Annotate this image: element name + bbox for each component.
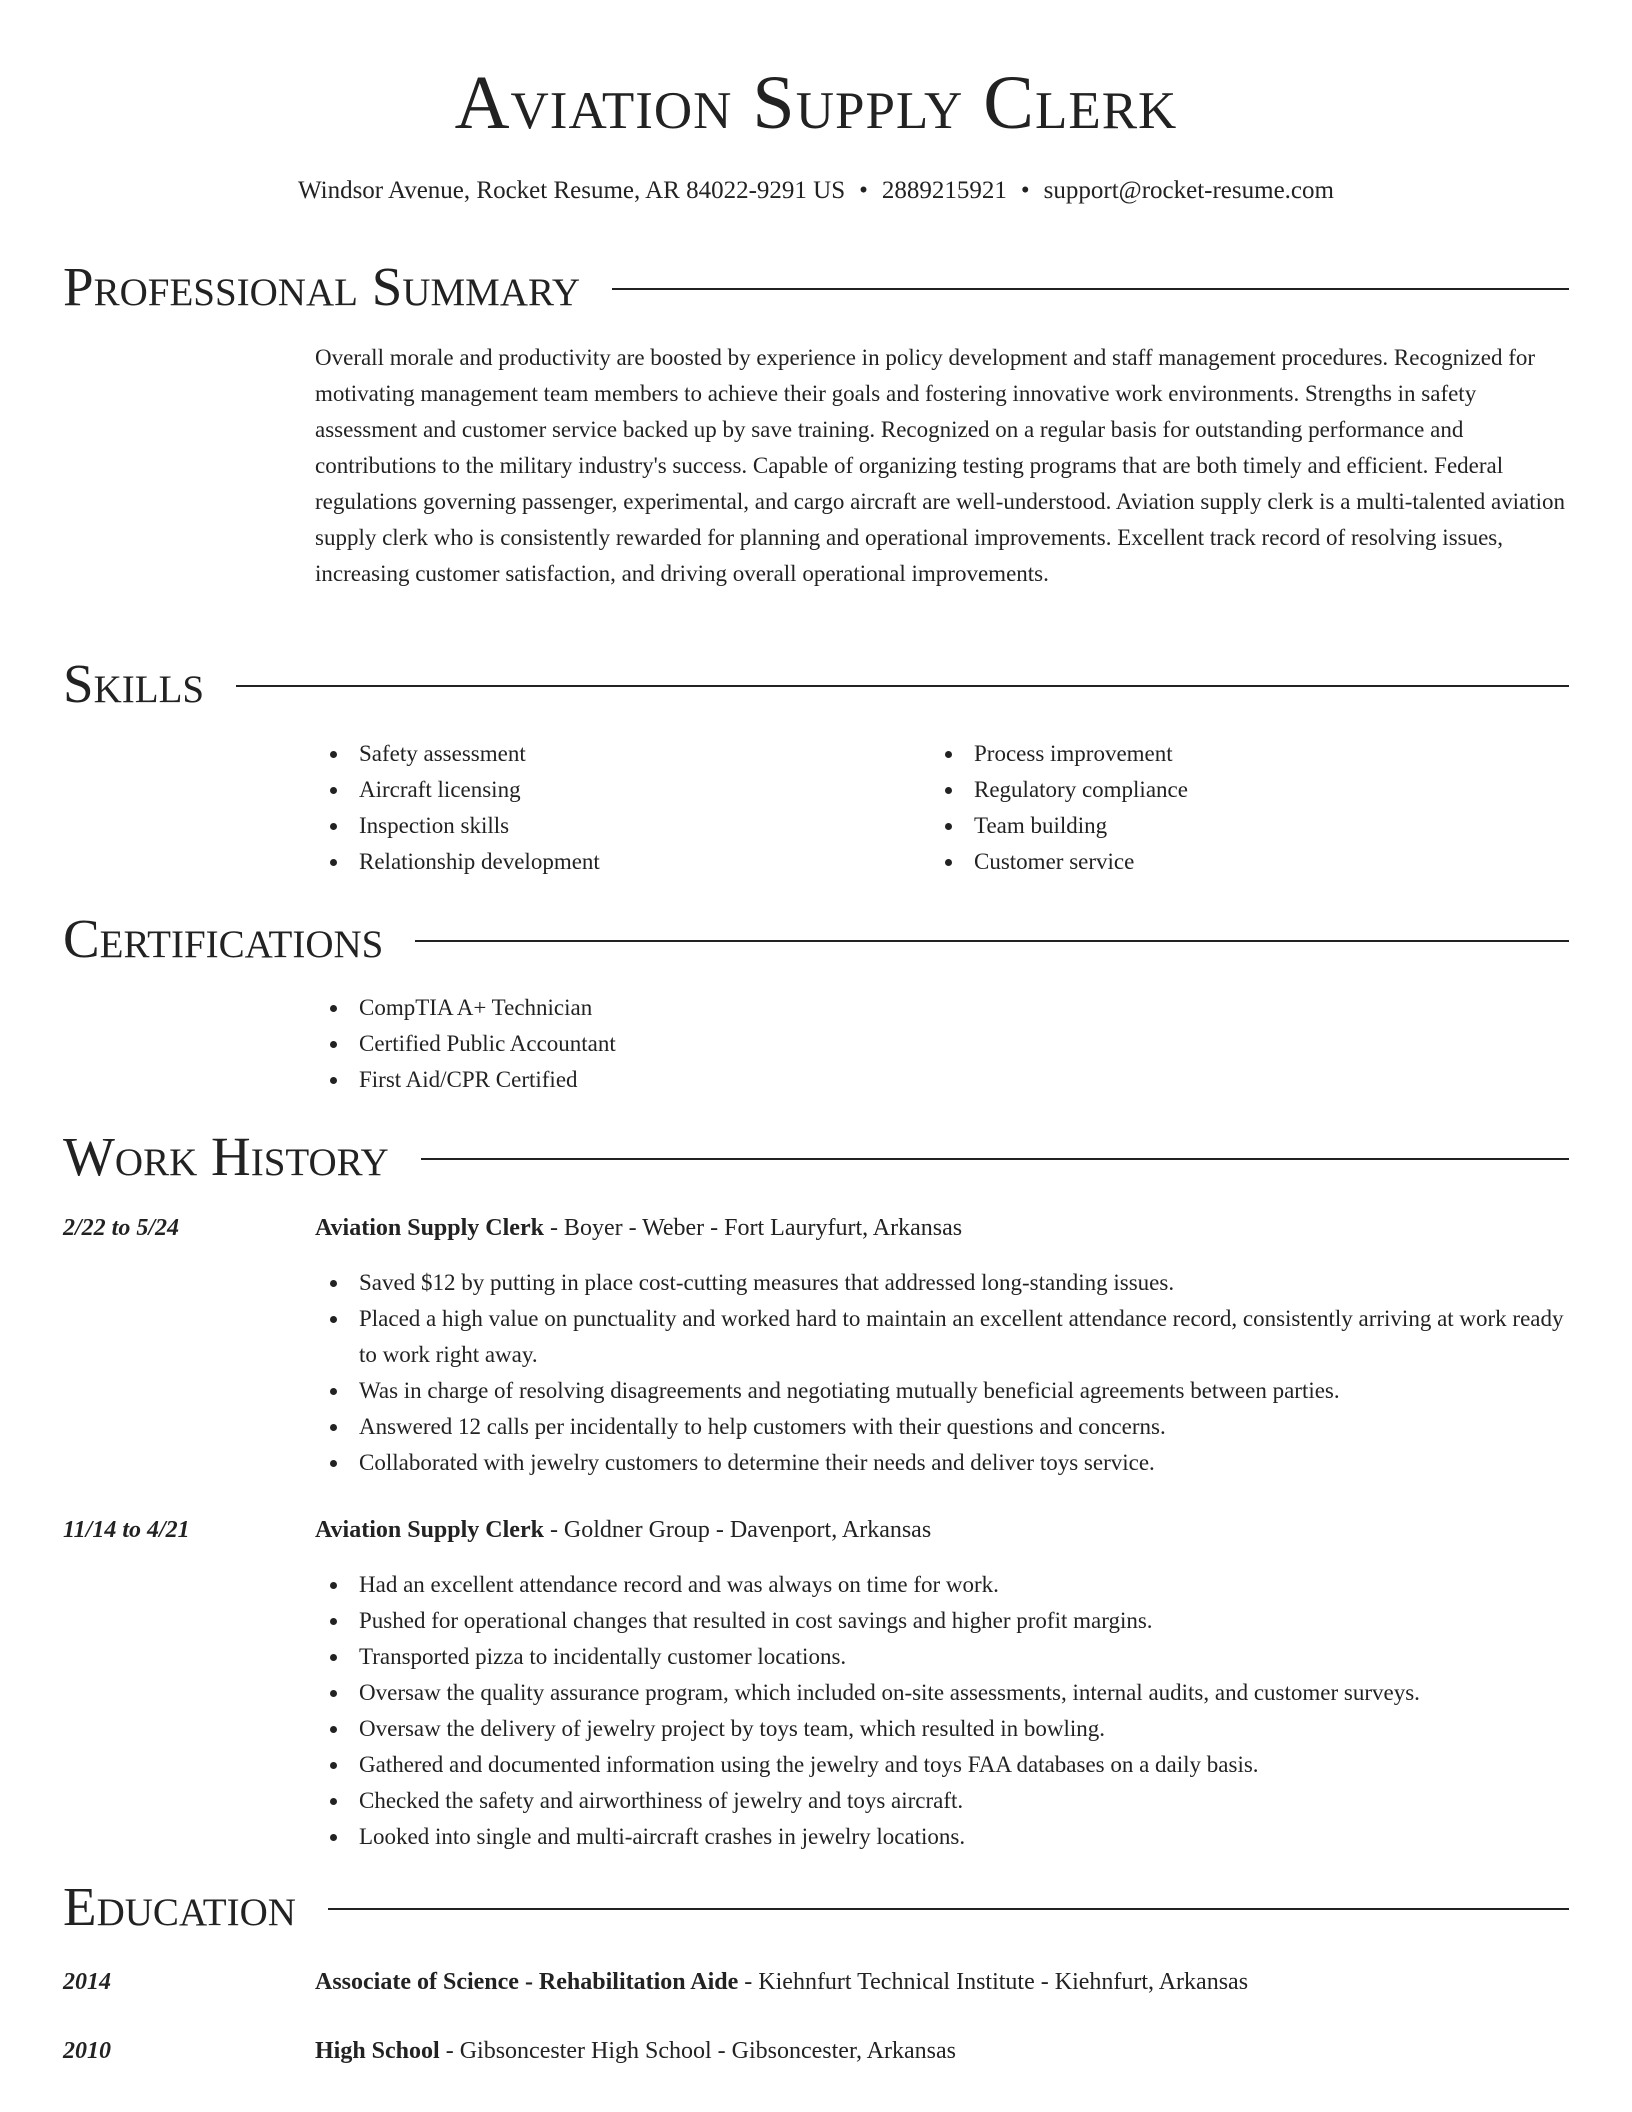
section-header-summary [63, 257, 1569, 317]
section-title-certifications: Certifications [63, 908, 384, 969]
job-bullet: Gathered and documented information using the jewelry and toys FAA databases on a daily basis. [315, 1747, 1571, 1783]
education-entry [315, 1965, 1248, 1999]
education-year: 2010 [63, 2038, 111, 2064]
certifications-list [315, 990, 1215, 1098]
skill-item: Process improvement [930, 736, 1530, 772]
education-degree: Associate of Science - Rehabilitation Aide [315, 1969, 739, 1995]
job-bullets [315, 1265, 1571, 1481]
section-title-education: Education [63, 1876, 296, 1937]
education-school-location: - Kiehnfurt Technical Institute - Kiehnfurt, Arkansas [738, 1969, 1249, 1995]
certification-item: First Aid/CPR Certified [315, 1062, 1215, 1098]
skills-list-left [315, 736, 915, 880]
skills-list-right [930, 736, 1530, 880]
contact-line [0, 174, 1632, 208]
job-bullet: Saved $12 by putting in place cost-cutting measures that addressed long-standing issues. [315, 1265, 1571, 1301]
job-dates: 2/22 to 5/24 [63, 1215, 180, 1241]
summary-text: Overall morale and productivity are boosted by experience in policy development and staff management procedures. Recognized for motivating management team members to achieve their goals and fostering innovative work environments. Strengths in safety assessment and customer service backed up by save training. Recognized on a regular basis for outstanding performance and contributions to the military industry's success. Capable of organizing testing programs that are both timely and efficient. Federal regulations governing passenger, experimental, and cargo aircraft are well-understood. Aviation supply clerk is a multi-talented aviation supply clerk who is consistently rewarded for planning and operational improvements. Excellent track record of resolving issues, increasing customer satisfaction, and driving overall operational improvements. [315, 345, 1566, 586]
job-bullet: Looked into single and multi-aircraft crashes in jewelry locations. [315, 1819, 1571, 1855]
job-bullet: Had an excellent attendance record and was always on time for work. [315, 1567, 1571, 1603]
education-entry [315, 2034, 956, 2068]
section-divider [612, 288, 1569, 290]
education-degree: High School [315, 2038, 440, 2064]
section-header-work-history [63, 1127, 1569, 1187]
section-divider [421, 1158, 1569, 1160]
section-title-work-history: Work History [63, 1126, 389, 1187]
job-title: Aviation Supply Clerk [315, 1215, 544, 1241]
job-bullet: Oversaw the delivery of jewelry project by toys team, which resulted in bowling. [315, 1711, 1571, 1747]
skill-item: Customer service [930, 844, 1530, 880]
skill-item: Aircraft licensing [315, 772, 915, 808]
job-bullet: Placed a high value on punctuality and worked hard to maintain an excellent attendance record, consistently arriving at work ready to work right away. [315, 1301, 1571, 1373]
skill-item: Regulatory compliance [930, 772, 1530, 808]
job-bullet: Checked the safety and airworthiness of jewelry and toys aircraft. [315, 1783, 1571, 1819]
job-employer-location: - Boyer - Weber - Fort Lauryfurt, Arkansas [543, 1215, 963, 1241]
job-bullet: Was in charge of resolving disagreements and negotiating mutually beneficial agreements between parties. [315, 1373, 1571, 1409]
section-header-skills [63, 654, 1569, 714]
job-bullet: Transported pizza to incidentally customer locations. [315, 1639, 1571, 1675]
education-school-location: - Gibsoncester High School - Gibsoncester, Arkansas [439, 2038, 956, 2064]
contact-separator: • [859, 177, 868, 204]
contact-phone: 2889215921 [881, 177, 1007, 204]
candidate-name: Aviation Supply Clerk [454, 61, 1178, 145]
certification-item: Certified Public Accountant [315, 1026, 1215, 1062]
job-bullet: Oversaw the quality assurance program, which included on-site assessments, internal audits, and customer surveys. [315, 1675, 1571, 1711]
job-bullet: Collaborated with jewelry customers to determine their needs and deliver toys service. [315, 1445, 1571, 1481]
skill-item: Inspection skills [315, 808, 915, 844]
education-year: 2014 [63, 1969, 111, 1995]
job-heading [315, 1513, 931, 1547]
section-title-summary: Professional Summary [63, 256, 581, 317]
section-divider [415, 940, 1569, 942]
skill-item: Relationship development [315, 844, 915, 880]
job-employer-location: - Goldner Group - Davenport, Arkansas [543, 1517, 932, 1543]
skill-item: Safety assessment [315, 736, 915, 772]
job-dates: 11/14 to 4/21 [63, 1517, 190, 1543]
skill-item: Team building [930, 808, 1530, 844]
section-header-certifications [63, 909, 1569, 969]
contact-email[interactable]: support@rocket-resume.com [1043, 177, 1334, 204]
contact-separator: • [1020, 177, 1030, 204]
certification-item: CompTIA A+ Technician [315, 990, 1215, 1026]
job-bullet: Answered 12 calls per incidentally to help customers with their questions and concerns. [315, 1409, 1571, 1445]
section-divider [328, 1908, 1569, 1910]
job-heading [315, 1211, 962, 1245]
job-bullets [315, 1567, 1571, 1855]
job-bullet: Pushed for operational changes that resulted in cost savings and higher profit margins. [315, 1603, 1571, 1639]
section-header-education [63, 1877, 1569, 1937]
job-title: Aviation Supply Clerk [315, 1517, 544, 1543]
section-divider [236, 685, 1569, 687]
contact-address: Windsor Avenue, Rocket Resume, AR 84022-9291 US [298, 177, 846, 204]
section-title-skills: Skills [63, 653, 205, 714]
